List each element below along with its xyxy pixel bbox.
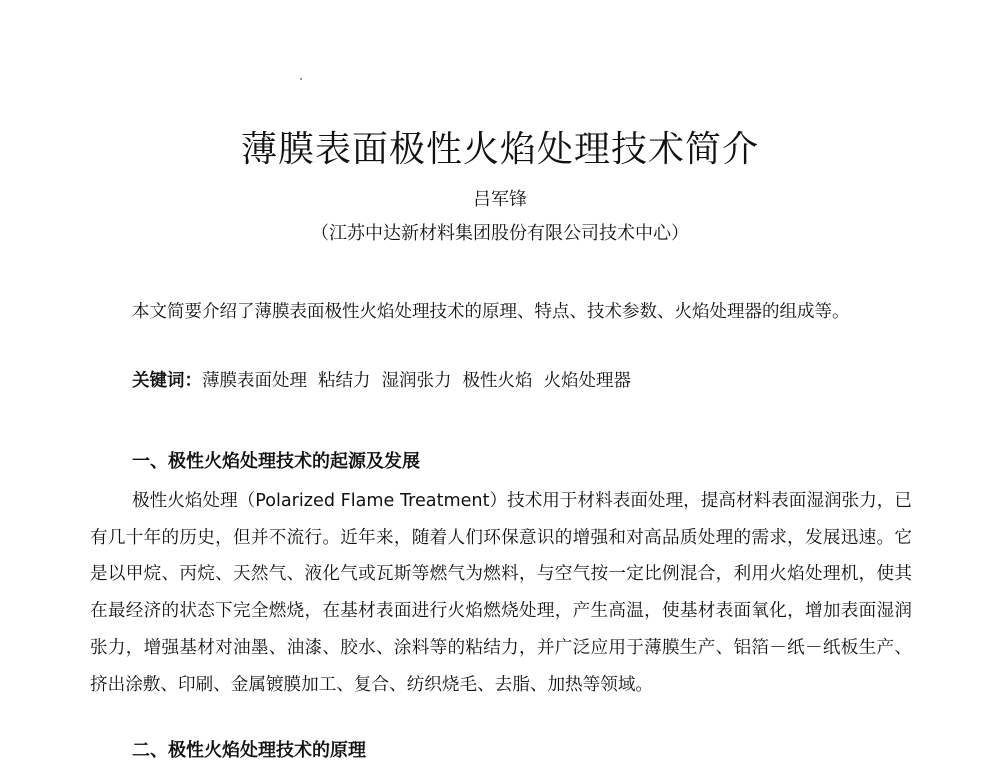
keywords-label: 关键词： [132, 371, 202, 391]
author-name: 吕军锋 [473, 189, 527, 210]
paper-title: 薄膜表面极性火焰处理技术简介 [240, 129, 759, 170]
keyword-item: 粘结力 [318, 371, 371, 391]
keyword-item: 极性火焰 [462, 371, 533, 391]
keywords-line [132, 366, 912, 396]
keyword-item: 火焰处理器 [543, 371, 631, 391]
keyword-item: 薄膜表面处理 [202, 371, 307, 391]
author-affiliation: （江苏中达新材料集团股份有限公司技术中心） [311, 223, 689, 244]
keyword-item: 湿润张力 [381, 371, 452, 391]
section-heading: 一、极性火焰处理技术的起源及发展 [132, 451, 420, 472]
abstract-paragraph: 本文简要介绍了薄膜表面极性火焰处理技术的原理、特点、技术参数、火焰处理器的组成等。 [132, 302, 850, 322]
section-body-paragraph: 极性火焰处理（Polarized Flame Treatment）技术用于材料表面处理，提高材料表面湿润张力，已有几十年的历史，但并不流行。近年来，随着人们环保意识的增强和对高品质处理的需求，发展迅速。它是以甲烷、丙烷、天然气、液化气或瓦斯等燃气为燃料，与空气按一定比例混合，利用火焰处理机，使其在最经济的状态下完全燃烧，在基材表面进行火焰燃烧处理，产生高温，使基材表面氧化，增加表面湿润张力，增强基材对油墨、油漆、胶水、涂料等的粘结力，并广泛应用于薄膜生产、铝箔－纸－纸板生产、挤出涂敷、印刷、金属镀膜加工、复合、纺织烧毛、去脂、加热等领域。 [90, 491, 912, 695]
scan-speck [300, 78, 302, 80]
section-heading: 二、极性火焰处理技术的原理 [132, 740, 366, 760]
